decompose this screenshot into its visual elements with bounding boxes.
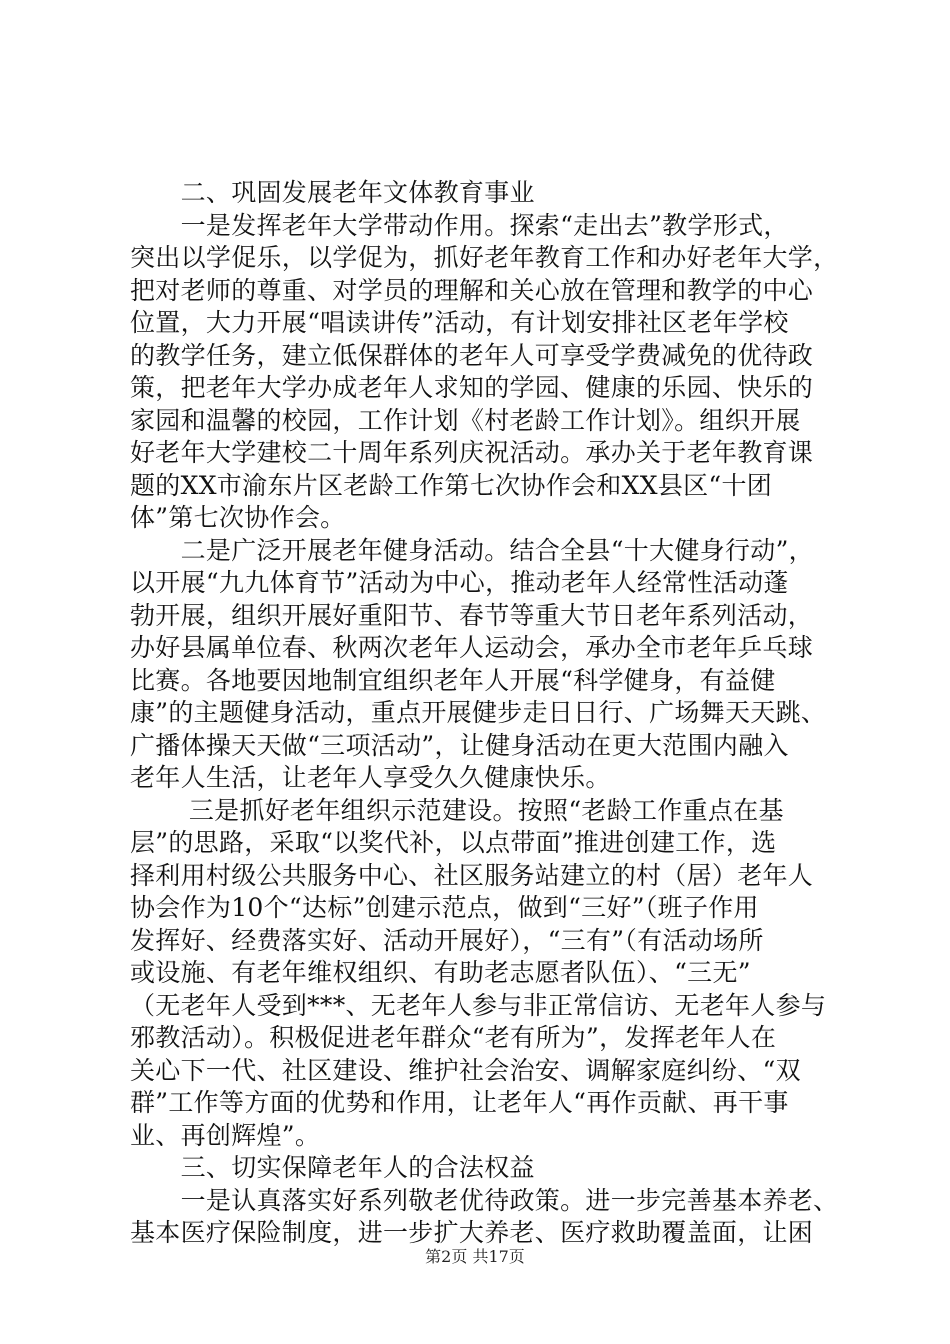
text-line: 群”工作等方面的优势和作用，让老年人“再作贡献、再干事	[130, 1088, 789, 1117]
text-line: 勃开展，组织开展好重阳节、春节等重大节日老年系列活动，	[130, 600, 814, 630]
text-line: 基本医疗保险制度，进一步扩大养老、医疗救助覆盖面，让困	[130, 1218, 814, 1247]
text-line: 邪教活动）。积极促进老年群众“老有所为”，发挥老年人在	[130, 1023, 777, 1052]
text-line: 题的XX市渝东片区老龄工作第七次协作会和XX县区“十团	[130, 470, 773, 500]
text-line: 突出以学促乐，以学促为，抓好老年教育工作和办好老年大学，	[130, 243, 839, 272]
text-line: 办好县属单位春、秋两次老年人运动会，承办全市老年乒乓球	[130, 633, 814, 662]
text-line: 比赛。各地要因地制宜组织老年人开展“科学健身，有益健	[130, 665, 776, 695]
text-line: 好老年大学建校二十周年系列庆祝活动。承办关于老年教育课	[130, 438, 814, 467]
text-line: 家园和温馨的校园，工作计划《村老龄工作计划》。组织开展	[130, 405, 801, 435]
text-line: 体”第七次协作会。	[130, 503, 346, 532]
text-line: 的教学任务，建立低保群体的老年人可享受学费减免的优待政	[130, 340, 814, 370]
text-line: 发挥好、经费落实好、活动开展好），“三有”（有活动场所	[130, 925, 764, 955]
text-line: 位置，大力开展“唱读讲传”活动，有计划安排社区老年学校	[130, 308, 789, 337]
text-line: 三、切实保障老年人的合法权益	[130, 1153, 535, 1182]
text-line: 业、再创辉煌”。	[130, 1120, 321, 1150]
text-line: 择利用村级公共服务中心、社区服务站建立的村（居）老年人	[130, 860, 814, 890]
text-line: 康”的主题健身活动，重点开展健步走日日行、广场舞天天跳、	[130, 698, 827, 727]
text-line: 把对老师的尊重、对学员的理解和关心放在管理和教学的中心	[130, 275, 814, 305]
text-line: 关心下一代、社区建设、维护社会治安、调解家庭纠纷、“双	[130, 1055, 801, 1085]
text-line: 二、巩固发展老年文体教育事业	[130, 178, 535, 207]
text-line: （无老年人受到***、无老年人参与非正常信访、无老年人参与	[130, 990, 827, 1020]
text-line: 广播体操天天做“三项活动”，让健身活动在更大范围内融入	[130, 730, 789, 760]
text-line: 层”的思路，采取“以奖代补，以点带面”推进创建工作，选	[130, 828, 777, 857]
page-footer: 第2页 共17页	[425, 1247, 525, 1266]
text-line: 三是抓好老年组织示范建设。按照“老龄工作重点在基	[130, 795, 784, 825]
text-line: 一是认真落实好系列敬老优待政策。进一步完善基本养老、	[130, 1185, 839, 1215]
text-line: 以开展“九九体育节”活动为中心，推动老年人经常性活动蓬	[130, 568, 789, 597]
text-line: 一是发挥老年大学带动作用。探索“走出去”教学形式，	[130, 210, 789, 240]
text-line: 老年人生活，让老年人享受久久健康快乐。	[130, 763, 611, 792]
text-line: 二是广泛开展老年健身活动。结合全县“十大健身行动”，	[130, 535, 814, 565]
text-line: 策，把老年大学办成老年人求知的学园、健康的乐园、快乐的	[130, 373, 814, 402]
text-line: 或设施、有老年维权组织、有助老志愿者队伍）、“三无”	[130, 958, 751, 987]
text-line: 协会作为10个“达标”创建示范点，做到“三好”（班子作用	[130, 893, 759, 922]
